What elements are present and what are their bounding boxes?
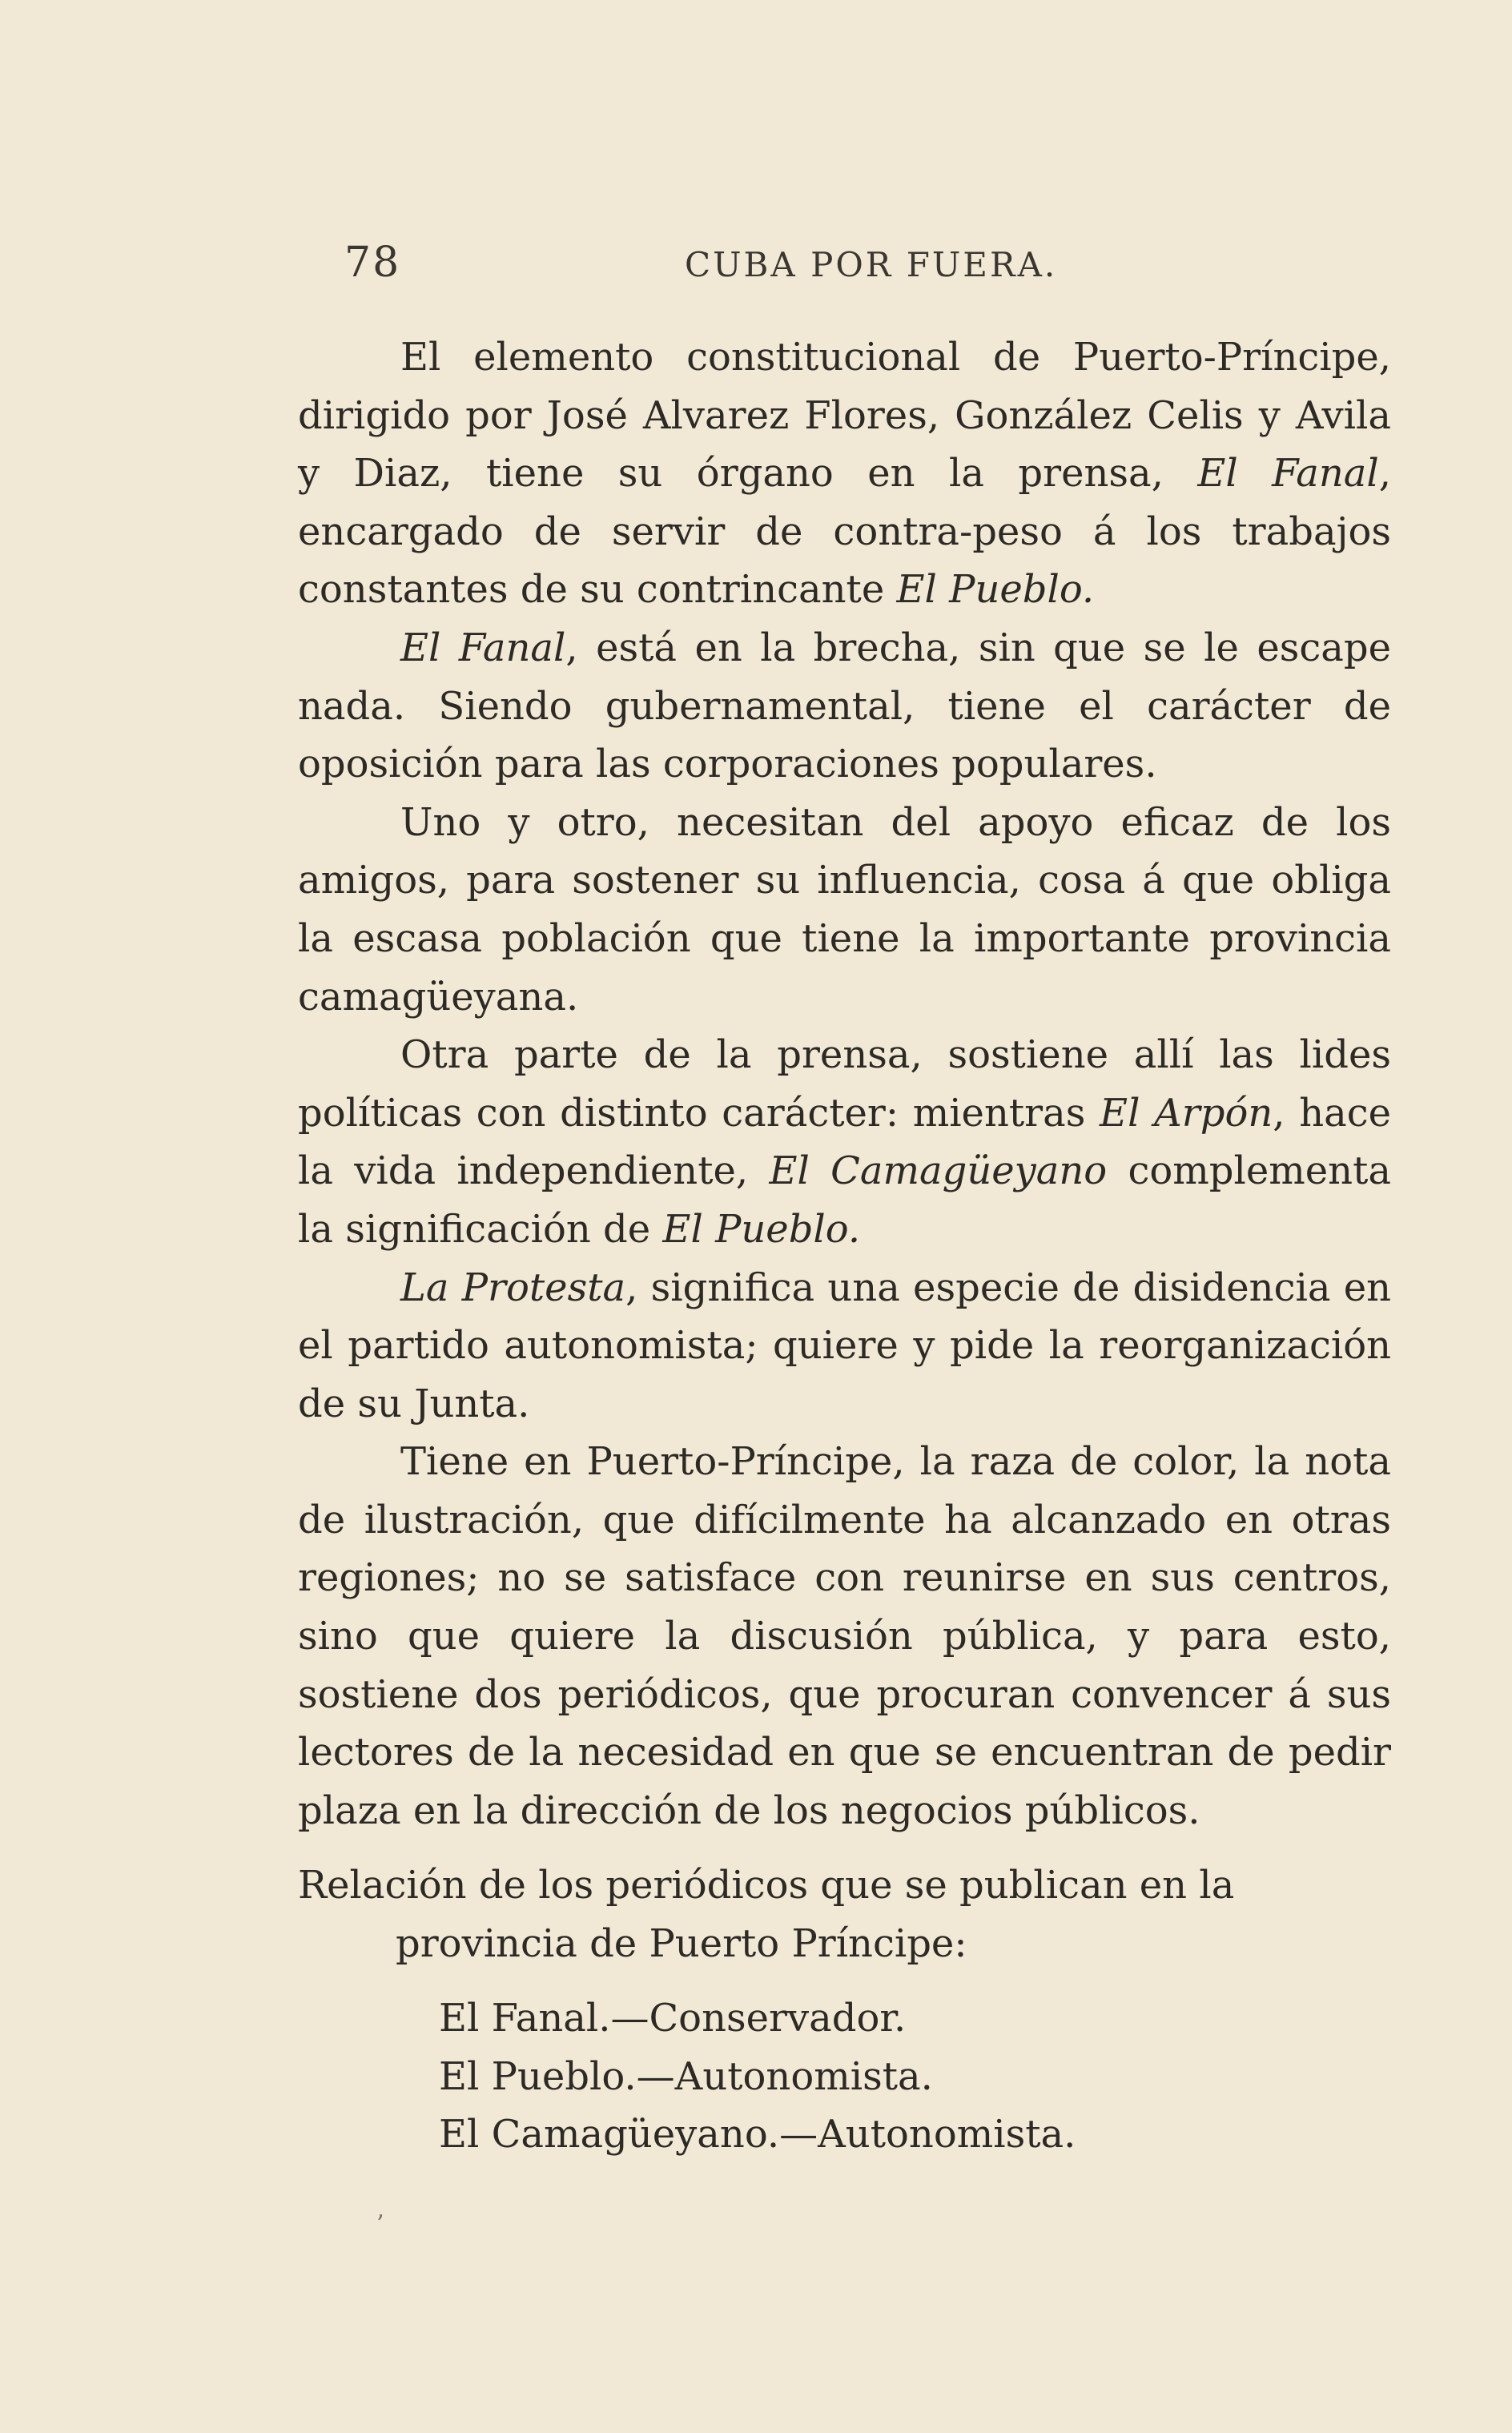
periodical-title: El Arpón <box>1100 1090 1273 1136</box>
text-run: El elemento constitucional de Puerto-Príncipe, dirigido por José Alvarez Flores, González Celis y Avila y Diaz, tiene su órgano en la prensa, <box>298 335 1391 497</box>
page-header <box>0 239 1512 295</box>
periodical-title: La Protesta <box>400 1265 626 1310</box>
periodical-title: El Fanal <box>1197 451 1379 497</box>
text-run: , está en la brecha, sin que se le escape nada. Siendo gubernamental, tiene el carácter de oposición para las corporaciones populares. <box>298 625 1391 787</box>
text-run: , encargado de servir de contra-peso á los trabajos constantes de su contrincante <box>298 451 1391 613</box>
periodical-title: El Pueblo. <box>896 567 1095 613</box>
stray-ink-mark: ’ <box>376 2210 384 2238</box>
list-intro-text: Relación de los periódicos que se publican en la provincia de Puerto Príncipe: <box>298 1863 1235 1966</box>
paragraph-5 <box>298 1259 1391 1434</box>
text-run: , hace la vida independiente, <box>298 1090 1392 1194</box>
publication-list <box>439 1989 1320 2164</box>
text-run: , significa una especie de disidencia en el partido autonomista; quiere y pide la reorganización de su Junta. <box>298 1265 1392 1426</box>
text-run: Uno y otro, necesitan del apoyo eficaz de los amigos, para sostener su influencia, cosa á que obliga la escasa población que tiene la importante provincia camagüeyana. <box>298 799 1391 1019</box>
text-run: complementa la significación de <box>298 1148 1391 1252</box>
periodical-title: El Pueblo. <box>662 1206 861 1252</box>
text-run: Otra parte de la prensa, sostiene allí las lides políticas con distinto carácter: mientras <box>298 1032 1391 1136</box>
periodical-title: El Fanal <box>400 625 566 670</box>
list-item: El Camagüeyano.—Autonomista. <box>439 2112 1076 2158</box>
paragraph-1 <box>298 328 1391 619</box>
paragraph-6 <box>298 1433 1391 1840</box>
page-number: 78 <box>344 239 401 287</box>
paragraph-2 <box>298 619 1391 794</box>
text-run: Tiene en Puerto-Príncipe, la raza de color, la nota de ilustración, que difícilmente ha alcanzado en otras regiones; no se satisface con reunirse en sus centros, sino que quiere la discusión pública, y para esto, sostiene dos periódicos, que procuran convencer á sus lectores de la necesidad en que se encuentran de pedir plaza en la dirección de los negocios públicos. <box>298 1439 1391 1833</box>
paragraph-3 <box>298 794 1391 1026</box>
list-intro <box>298 1856 1391 1973</box>
paragraph-4 <box>298 1026 1391 1258</box>
body-text <box>298 328 1391 1840</box>
list-item: El Pueblo.—Autonomista. <box>439 2053 933 2099</box>
list-item: El Fanal.—Conservador. <box>439 1996 907 2041</box>
periodical-title: El Camagüeyano <box>769 1148 1108 1194</box>
running-title: CUBA POR FUERA. <box>685 245 1058 284</box>
